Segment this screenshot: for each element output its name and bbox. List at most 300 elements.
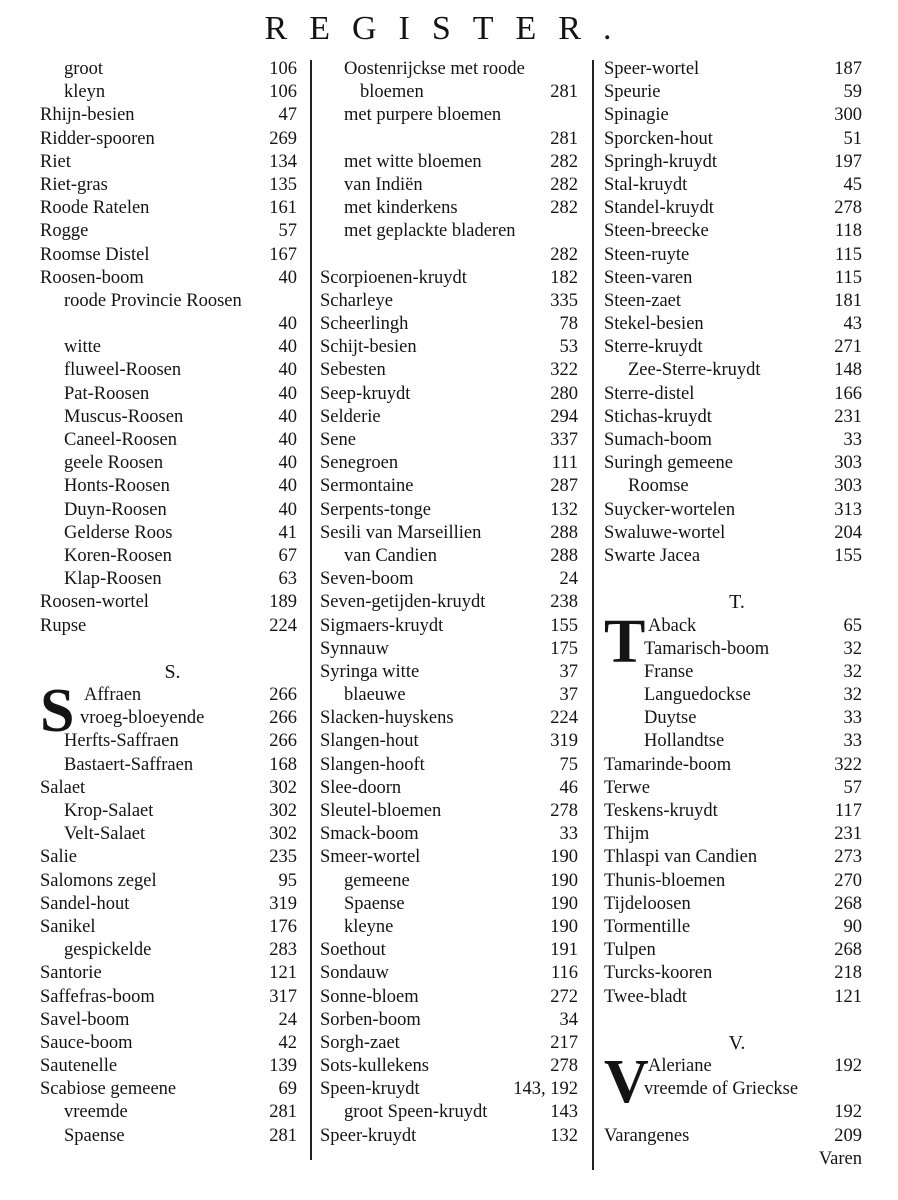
entry-page-number: 161	[269, 198, 297, 219]
entry-page-number: 278	[550, 801, 578, 821]
index-entry	[320, 1009, 586, 1032]
index-entry	[604, 638, 870, 661]
entry-term: Languedockse	[644, 685, 751, 706]
entry-page-number: 40	[278, 314, 297, 335]
entry-term: Steen-varen	[604, 267, 693, 288]
entry-term: Roosen-wortel	[40, 592, 149, 613]
entry-page-number: 181	[834, 290, 862, 311]
section-letter: T.	[729, 591, 745, 614]
index-entry	[40, 615, 305, 638]
entry-term: Spaense	[64, 1125, 125, 1146]
entry-page-number: 190	[550, 893, 578, 914]
entry-page-number: 175	[550, 638, 578, 659]
index-entry	[320, 151, 586, 174]
index-entry	[320, 336, 586, 359]
index-entry	[604, 893, 870, 916]
index-entry	[320, 870, 586, 893]
entry-page-number: 266	[269, 708, 297, 729]
entry-page-number: 231	[834, 824, 862, 845]
entry-page-number: 32	[843, 638, 862, 659]
index-entry	[604, 777, 870, 800]
entry-page-number: 270	[834, 870, 862, 891]
index-entry	[604, 58, 870, 81]
entry-term: Steen-zaet	[604, 290, 682, 311]
entry-term: gemeene	[344, 870, 410, 891]
index-entry	[604, 475, 870, 498]
entry-page-number: 155	[834, 545, 862, 566]
entry-page-number: 303	[834, 476, 862, 497]
entry-term: Suringh gemeene	[604, 453, 733, 474]
entry-term: Salomons zegel	[40, 870, 157, 891]
index-entry	[40, 383, 305, 406]
entry-page-number: 90	[843, 916, 862, 937]
entry-term: met kinderkens	[344, 198, 458, 219]
entry-page-number: 63	[278, 569, 297, 590]
entry-term: gespickelde	[64, 940, 152, 961]
entry-page-number: 283	[269, 940, 297, 961]
entry-page-number: 281	[550, 82, 578, 103]
index-entry	[604, 962, 870, 985]
entry-term: van Indiën	[344, 174, 423, 195]
entry-term: Smack-boom	[320, 824, 419, 845]
entry-page-number: 272	[550, 986, 578, 1007]
entry-page-number: 322	[834, 754, 862, 775]
entry-term: Sterre-distel	[604, 383, 695, 404]
index-entry	[40, 1009, 305, 1032]
index-entry	[320, 1055, 586, 1078]
entry-page-number: 40	[278, 476, 297, 497]
entry-page-number: 282	[550, 244, 578, 265]
index-entry	[320, 197, 586, 220]
entry-term: Tijdeloosen	[604, 893, 691, 914]
index-entry	[604, 359, 870, 382]
entry-term: Riet-gras	[40, 174, 108, 195]
entry-term: Senegroen	[320, 453, 399, 474]
entry-page-number: 303	[834, 453, 862, 474]
entry-term: Sumach-boom	[604, 430, 712, 450]
index-entry	[604, 429, 870, 452]
entry-page-number: 132	[550, 1125, 578, 1146]
entry-page-number: 148	[834, 360, 862, 381]
drop-initial: T	[604, 607, 646, 676]
entry-term: Suycker-wortelen	[604, 499, 736, 520]
entry-term: Savel-boom	[40, 1009, 130, 1030]
section-heading	[40, 661, 305, 684]
index-entry	[40, 568, 305, 591]
entry-term: Teskens-kruydt	[604, 801, 718, 821]
entry-term: Steen-ruyte	[604, 244, 690, 265]
index-entry	[604, 151, 870, 174]
entry-term: Sermontaine	[320, 476, 414, 497]
entry-page-number: 302	[269, 801, 297, 821]
index-entry	[40, 128, 305, 151]
entry-term: Slangen-hout	[320, 731, 419, 752]
entry-term: Santorie	[40, 963, 102, 984]
entry-term: vroeg-bloeyende	[80, 708, 205, 729]
index-entry	[320, 174, 586, 197]
index-entry	[40, 893, 305, 916]
index-entry	[320, 81, 586, 104]
entry-page-number: 143	[550, 1102, 578, 1123]
index-entry	[604, 730, 870, 753]
entry-page-number: 46	[559, 777, 578, 798]
entry-term: Stal-kruydt	[604, 174, 688, 195]
index-entry	[40, 151, 305, 174]
index-entry	[604, 383, 870, 406]
index-entry	[320, 499, 586, 522]
entry-term: Tormentille	[604, 916, 691, 937]
index-entry	[40, 1125, 305, 1148]
entry-page-number: 269	[269, 128, 297, 149]
entry-page-number: 319	[550, 731, 578, 752]
index-entry	[604, 104, 870, 127]
entry-page-number: 224	[269, 615, 297, 636]
entry-page-number: 302	[269, 777, 297, 798]
entry-page-number: 115	[834, 267, 862, 288]
index-entry	[604, 684, 870, 707]
entry-page-number: 24	[278, 1009, 297, 1030]
entry-page-number: 273	[834, 847, 862, 868]
index-entry	[320, 545, 586, 568]
index-entry	[40, 638, 305, 661]
index-entry	[40, 81, 305, 104]
entry-term: Scharleye	[320, 290, 393, 311]
index-entry	[40, 197, 305, 220]
index-entry	[604, 244, 870, 267]
entry-term: Thunis-bloemen	[604, 870, 726, 891]
index-entry	[604, 823, 870, 846]
entry-page-number: 78	[559, 314, 578, 335]
entry-page-number: 317	[269, 986, 297, 1007]
entry-term: Scorpioenen-kruydt	[320, 267, 467, 288]
entry-page-number: 155	[550, 615, 578, 636]
page-title: REGISTER.	[264, 10, 634, 47]
entry-term: kleyne	[344, 916, 394, 937]
drop-initial: S	[40, 677, 75, 746]
entry-page-number: 40	[278, 430, 297, 450]
entry-term: Stichas-kruydt	[604, 406, 712, 427]
index-entry	[40, 870, 305, 893]
entry-term: vreemde	[64, 1102, 128, 1123]
index-entry	[320, 267, 586, 290]
entry-term: Terwe	[604, 777, 650, 798]
entry-page-number: 166	[834, 383, 862, 404]
entry-page-number: 40	[278, 383, 297, 404]
entry-page-number: 209	[834, 1125, 862, 1146]
entry-page-number: Varen	[818, 1148, 862, 1169]
entry-page-number: 281	[269, 1102, 297, 1123]
section-letter: V.	[728, 1031, 746, 1054]
index-entry	[40, 800, 305, 823]
entry-page-number: 40	[278, 406, 297, 427]
entry-page-number: 135	[269, 174, 297, 195]
entry-term: Smeer-wortel	[320, 847, 421, 868]
entry-term: Seven-boom	[320, 569, 414, 590]
entry-page-number: 32	[843, 661, 862, 682]
entry-term: Swarte Jacea	[604, 545, 701, 566]
entry-term: Oostenrijckse met roode	[344, 59, 525, 79]
entry-page-number: 189	[269, 592, 297, 613]
index-entry	[40, 359, 305, 382]
entry-page-number: 43	[843, 314, 862, 335]
index-entry	[40, 1101, 305, 1124]
index-entry	[40, 336, 305, 359]
entry-term: Aback	[648, 615, 697, 636]
entry-term: Roomse Distel	[40, 244, 150, 265]
entry-page-number: 322	[550, 360, 578, 381]
index-entry	[320, 406, 586, 429]
index-entry	[604, 870, 870, 893]
entry-term: Sene	[320, 430, 356, 450]
entry-term: Saffefras-boom	[40, 986, 155, 1007]
index-entry	[320, 359, 586, 382]
index-entry	[320, 313, 586, 336]
entry-term: Spaense	[344, 893, 405, 914]
index-entry	[604, 452, 870, 475]
entry-page-number: 288	[550, 545, 578, 566]
index-entry	[40, 220, 305, 243]
entry-page-number: 319	[269, 893, 297, 914]
index-entry	[320, 1125, 586, 1148]
entry-term: Scheerlingh	[320, 314, 409, 335]
entry-page-number: 106	[269, 82, 297, 103]
entry-term: Bastaert-Saffraen	[64, 754, 194, 775]
index-entry	[320, 846, 586, 869]
entry-page-number: 121	[834, 986, 862, 1007]
entry-term: Synnauw	[320, 638, 389, 659]
index-column-2	[320, 58, 586, 1148]
index-entry	[40, 406, 305, 429]
entry-term: Sorben-boom	[320, 1009, 421, 1030]
index-entry	[40, 777, 305, 800]
index-entry	[40, 313, 305, 336]
index-entry	[320, 916, 586, 939]
index-entry	[604, 545, 870, 568]
entry-page-number: 282	[550, 198, 578, 219]
index-entry	[604, 1125, 870, 1148]
entry-page-number: 37	[559, 685, 578, 706]
index-entry	[604, 499, 870, 522]
index-entry	[320, 684, 586, 707]
entry-page-number: 51	[843, 128, 862, 149]
index-entry	[40, 962, 305, 985]
index-entry	[320, 568, 586, 591]
entry-page-number: 115	[834, 244, 862, 265]
index-entry	[320, 615, 586, 638]
entry-term: Slangen-hooft	[320, 754, 425, 775]
entry-term: Sebesten	[320, 360, 386, 381]
index-entry	[40, 475, 305, 498]
entry-page-number: 121	[269, 963, 297, 984]
entry-page-number: 40	[278, 267, 297, 288]
entry-page-number: 176	[269, 916, 297, 937]
entry-page-number: 190	[550, 847, 578, 868]
entry-page-number: 167	[269, 244, 297, 265]
index-entry	[40, 823, 305, 846]
entry-page-number: 271	[834, 337, 862, 358]
entry-term: Klap-Roosen	[64, 569, 162, 590]
index-entry	[320, 638, 586, 661]
entry-term: Slee-doorn	[320, 777, 402, 798]
entry-term: Salaet	[40, 777, 86, 798]
entry-term: met purpere bloemen	[344, 105, 502, 126]
entry-term: Tamarisch-boom	[644, 638, 770, 659]
index-entry	[604, 939, 870, 962]
entry-page-number: 280	[550, 383, 578, 404]
entry-term: Selderie	[320, 406, 381, 427]
entry-term: Sondauw	[320, 963, 389, 984]
entry-term: Seep-kruydt	[320, 383, 411, 404]
index-entry	[320, 244, 586, 267]
index-entry	[320, 800, 586, 823]
entry-page-number: 300	[834, 105, 862, 126]
entry-page-number: 287	[550, 476, 578, 497]
entry-page-number: 294	[550, 406, 578, 427]
index-column-1	[40, 58, 305, 1148]
entry-term: Varangenes	[604, 1125, 690, 1146]
entry-term: Sots-kullekens	[320, 1056, 429, 1077]
index-entry	[604, 313, 870, 336]
entry-page-number: 57	[843, 777, 862, 798]
entry-page-number: 282	[550, 151, 578, 172]
index-entry	[320, 893, 586, 916]
entry-page-number: 40	[278, 499, 297, 520]
entry-page-number: 53	[559, 337, 578, 358]
entry-page-number: 337	[550, 430, 578, 450]
entry-term: Scabiose gemeene	[40, 1079, 177, 1100]
entry-page-number: 282	[550, 174, 578, 195]
drop-initial: V	[604, 1048, 649, 1117]
entry-term: kleyn	[64, 82, 106, 103]
index-entry	[320, 986, 586, 1009]
index-entry	[40, 730, 305, 753]
entry-term: Duytse	[644, 708, 697, 729]
entry-term: Salie	[40, 847, 77, 868]
index-entry	[40, 1032, 305, 1055]
entry-term: Spinagie	[604, 105, 669, 126]
index-entry	[320, 939, 586, 962]
index-entry	[40, 846, 305, 869]
entry-term: Tulpen	[604, 940, 656, 961]
entry-term: Hollandtse	[644, 731, 725, 752]
entry-term: Honts-Roosen	[64, 476, 170, 497]
index-entry	[40, 1055, 305, 1078]
entry-term: Sigmaers-kruydt	[320, 615, 444, 636]
entry-page-number: 24	[559, 569, 578, 590]
entry-page-number: 218	[834, 963, 862, 984]
index-entry	[320, 475, 586, 498]
entry-term: bloemen	[360, 82, 424, 103]
entry-page-number: 192	[834, 1102, 862, 1123]
index-entry	[604, 174, 870, 197]
entry-term: Stekel-besien	[604, 314, 704, 335]
entry-page-number: 134	[269, 151, 297, 172]
entry-page-number: 139	[269, 1056, 297, 1077]
index-entry	[320, 522, 586, 545]
entry-term: Pat-Roosen	[64, 383, 150, 404]
index-entry	[320, 823, 586, 846]
index-entry	[40, 267, 305, 290]
entry-term: Sporcken-hout	[604, 128, 713, 149]
index-entry	[40, 429, 305, 452]
entry-page-number: 168	[269, 754, 297, 775]
entry-term: Roode Ratelen	[40, 198, 150, 219]
entry-term: Gelderse Roos	[64, 522, 173, 543]
index-entry	[40, 499, 305, 522]
index-entry	[604, 1148, 870, 1171]
entry-page-number: 132	[550, 499, 578, 520]
entry-page-number: 288	[550, 522, 578, 543]
entry-term: Speer-wortel	[604, 59, 700, 79]
index-entry	[604, 336, 870, 359]
index-entry	[40, 244, 305, 267]
index-entry	[604, 81, 870, 104]
index-entry	[40, 290, 305, 313]
index-entry	[604, 290, 870, 313]
entry-term: Koren-Roosen	[64, 545, 172, 566]
entry-term: Rhijn-besien	[40, 105, 135, 126]
entry-page-number: 40	[278, 453, 297, 474]
entry-page-number: 42	[278, 1032, 297, 1053]
entry-page-number: 268	[834, 940, 862, 961]
entry-term: Zee-Sterre-kruydt	[628, 360, 761, 381]
index-entry	[604, 754, 870, 777]
entry-page-number: 59	[843, 82, 862, 103]
entry-term: Sandel-hout	[40, 893, 130, 914]
index-entry	[320, 962, 586, 985]
index-entry	[320, 383, 586, 406]
entry-term: groot Speen-kruydt	[344, 1102, 488, 1123]
index-entry	[604, 707, 870, 730]
entry-term: Turcks-kooren	[604, 963, 713, 984]
index-entry	[604, 846, 870, 869]
index-entry	[320, 591, 586, 614]
entry-page-number: 75	[559, 754, 578, 775]
entry-page-number: 190	[550, 916, 578, 937]
index-entry	[40, 452, 305, 475]
entry-page-number: 45	[843, 174, 862, 195]
entry-term: roode Provincie Roosen	[64, 290, 242, 311]
entry-term: Affraen	[84, 685, 142, 706]
index-entry	[604, 1078, 870, 1101]
entry-term: met geplackte bladeren	[344, 221, 516, 242]
entry-term: Roosen-boom	[40, 267, 144, 288]
entry-page-number: 231	[834, 406, 862, 427]
entry-page-number: 197	[834, 151, 862, 172]
index-entry	[320, 452, 586, 475]
entry-term: vreemde of Grieckse	[644, 1079, 799, 1100]
entry-term: Seven-getijden-kruydt	[320, 592, 486, 613]
index-entry	[40, 916, 305, 939]
entry-term: Riet	[40, 151, 71, 172]
entry-page-number: 33	[843, 430, 862, 450]
entry-page-number: 187	[834, 59, 862, 79]
entry-page-number: 33	[843, 708, 862, 729]
entry-page-number: 40	[278, 337, 297, 358]
entry-term: Ridder-spooren	[40, 128, 155, 149]
section-letter: S.	[164, 660, 181, 683]
entry-page-number: 67	[278, 545, 297, 566]
index-entry	[604, 197, 870, 220]
entry-page-number: 204	[834, 522, 862, 543]
entry-page-number: 34	[559, 1009, 578, 1030]
index-entry	[40, 104, 305, 127]
entry-page-number: 32	[843, 685, 862, 706]
index-entry	[40, 545, 305, 568]
index-entry	[40, 522, 305, 545]
entry-term: met witte bloemen	[344, 151, 482, 172]
index-entry	[604, 220, 870, 243]
